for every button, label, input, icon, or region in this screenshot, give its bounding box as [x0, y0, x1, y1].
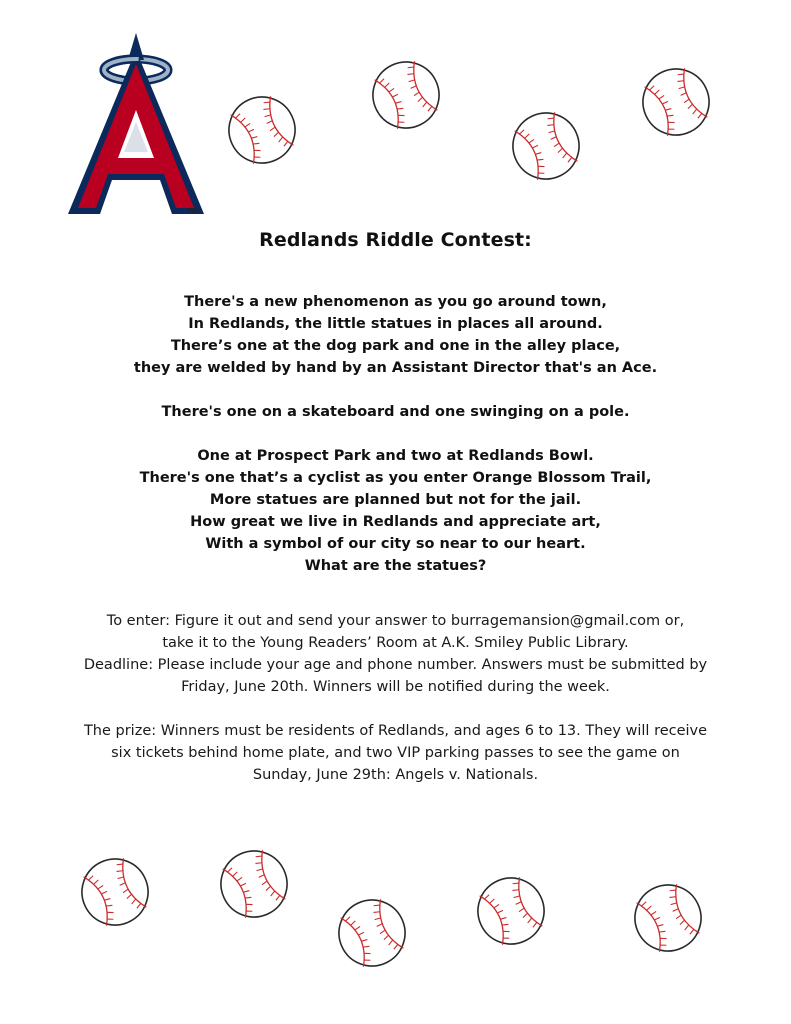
baseball-icon — [218, 848, 290, 920]
deadline-text: Friday, June 20th. Winners will be notified during the week. — [181, 679, 610, 695]
entry-instructions: To enter: Figure it out and send your answer to burragemansion@gmail.com or, — [106, 613, 685, 629]
riddle-line: they are welded by hand by an Assistant Director that's an Ace. — [133, 360, 658, 376]
riddle-line: There's one that’s a cyclist as you enter Orange Blossom Trail, — [139, 470, 652, 486]
prize-text: Sunday, June 29th: Angels v. Nationals. — [252, 767, 539, 783]
prize-text: The prize: Winners must be residents of Redlands, and ages 6 to 13. They will receive — [83, 723, 708, 739]
baseball-icon — [475, 875, 547, 947]
riddle-line: There’s one at the dog park and one in the alley place, — [170, 338, 621, 354]
baseball-icon — [640, 66, 712, 138]
riddle-line: With a symbol of our city so near to our heart. — [205, 536, 586, 552]
angels-logo — [66, 30, 206, 220]
baseball-icon — [632, 882, 704, 954]
page-title: Redlands Riddle Contest: — [259, 229, 532, 251]
riddle-question: What are the statues? — [304, 558, 487, 574]
riddle-line: One at Prospect Park and two at Redlands Bowl. — [197, 448, 594, 464]
riddle-line: In Redlands, the little statues in places all around. — [188, 316, 603, 332]
baseball-icon — [370, 59, 442, 131]
deadline-text: Deadline: Please include your age and phone number. Answers must be submitted by — [83, 657, 708, 673]
entry-instructions: take it to the Young Readers’ Room at A.K. Smiley Public Library. — [162, 635, 629, 651]
riddle-line: More statues are planned but not for the jail. — [209, 492, 582, 508]
contest-info — [0, 610, 791, 786]
baseball-icon — [336, 897, 408, 969]
baseball-icon — [510, 110, 582, 182]
trademark-mark: TM — [187, 207, 199, 215]
riddle-text — [0, 291, 791, 577]
baseball-icon — [226, 94, 298, 166]
riddle-line: How great we live in Redlands and appreciate art, — [190, 514, 601, 530]
riddle-line: There's one on a skateboard and one swinging on a pole. — [161, 404, 630, 420]
baseball-icon — [79, 856, 151, 928]
riddle-line: There's a new phenomenon as you go around town, — [184, 294, 607, 310]
prize-text: six tickets behind home plate, and two VIP parking passes to see the game on — [111, 745, 680, 761]
